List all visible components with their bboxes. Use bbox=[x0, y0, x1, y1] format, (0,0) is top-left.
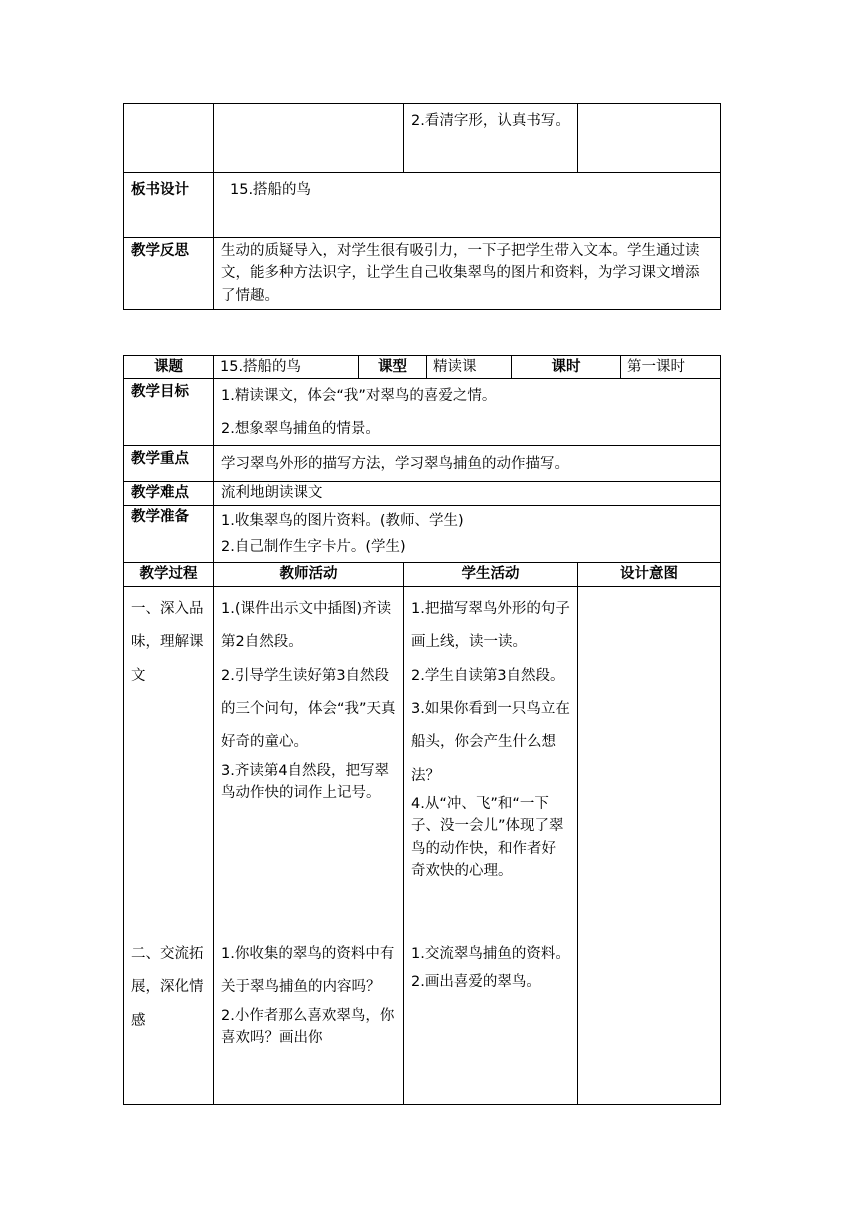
goals-label: 教学目标 bbox=[124, 379, 214, 446]
student-activity-cell bbox=[404, 104, 578, 173]
student-activity: 2.画出喜爱的翠鸟。 bbox=[411, 974, 541, 991]
period-label: 课时 bbox=[512, 356, 621, 379]
goal-item: 1.精读课文，体会“我”对翠鸟的喜爱之情。 bbox=[221, 388, 497, 405]
type-label: 课型 bbox=[359, 356, 427, 379]
preparation-content bbox=[214, 506, 721, 563]
lesson-table-continued bbox=[123, 103, 721, 310]
type-value: 精读课 bbox=[427, 356, 512, 379]
student-activity: 2.学生自读第3自然段。 bbox=[411, 667, 565, 684]
prep-item: 1.收集翠鸟的图片资料。(教师、学生) bbox=[221, 513, 464, 530]
goals-content bbox=[214, 379, 721, 446]
design-intent-cell bbox=[578, 586, 721, 1104]
student-activity: 1.把描写翠鸟外形的句子画上线，读一读。 bbox=[411, 600, 570, 651]
student-activity: 3.如果你看到一只鸟立在船头，你会产生什么想法？ bbox=[411, 700, 570, 784]
reflection-label: 教学反思 bbox=[124, 238, 214, 310]
topic-value: 15.搭船的鸟 bbox=[214, 356, 359, 379]
board-design-label: 板书设计 bbox=[124, 173, 214, 238]
lesson-plan-table bbox=[123, 355, 721, 1105]
student-activity-text: 2.看清字形，认真书写。 bbox=[411, 113, 570, 129]
difficulty-label: 教学难点 bbox=[124, 482, 214, 506]
period-value: 第一课时 bbox=[621, 356, 721, 379]
empty-cell bbox=[124, 104, 214, 173]
student-activity: 4.从“冲、飞”和“一下子、没一会儿”体现了翠鸟的动作快，和作者好奇欢快的心理。 bbox=[411, 796, 564, 880]
difficulty-content: 流利地朗读课文 bbox=[214, 482, 721, 506]
teacher-activity: 2.小作者那么喜欢翠鸟，你喜欢吗？画出你 bbox=[221, 1007, 395, 1047]
teacher-activity: 2.引导学生读好第3自然段的三个问句，体会“我”天真好奇的童心。 bbox=[221, 667, 396, 751]
goal-item: 2.想象翠鸟捕鱼的情景。 bbox=[221, 420, 380, 437]
stage-name: 二、交流拓展，深化情感 bbox=[131, 945, 204, 1029]
empty-cell bbox=[214, 104, 404, 173]
teacher-activity: 3.齐读第4自然段，把写翠鸟动作快的词作上记号。 bbox=[221, 762, 390, 802]
stage-name: 一、深入品味，理解课文 bbox=[131, 600, 204, 684]
student-activities bbox=[404, 586, 578, 1104]
teacher-activities bbox=[214, 586, 404, 1104]
prep-item: 2.自己制作生字卡片。(学生) bbox=[221, 538, 406, 555]
key-points-label: 教学重点 bbox=[124, 446, 214, 482]
key-points-content: 学习翠鸟外形的描写方法，学习翠鸟捕鱼的动作描写。 bbox=[214, 446, 721, 482]
board-design-content: 15.搭船的鸟 bbox=[214, 173, 721, 238]
preparation-label: 教学准备 bbox=[124, 506, 214, 563]
reflection-content: 生动的质疑导入，对学生很有吸引力，一下子把学生带入文本。学生通过读文，能多种方法识字，让学生自己收集翠鸟的图片和资料，为学习课文增添了情趣。 bbox=[214, 238, 721, 310]
teacher-activity: 1.你收集的翠鸟的资料中有关于翠鸟捕鱼的内容吗？ bbox=[221, 945, 395, 996]
teacher-activity: 1.(课件出示文中插图)齐读第2自然段。 bbox=[221, 600, 392, 651]
header-intent: 设计意图 bbox=[578, 563, 721, 586]
topic-label: 课题 bbox=[124, 356, 214, 379]
header-student: 学生活动 bbox=[404, 563, 578, 586]
header-teacher: 教师活动 bbox=[214, 563, 404, 586]
student-activity: 1.交流翠鸟捕鱼的资料。 bbox=[411, 945, 570, 962]
header-process: 教学过程 bbox=[124, 563, 214, 586]
process-stages bbox=[124, 586, 214, 1104]
empty-cell bbox=[578, 104, 721, 173]
